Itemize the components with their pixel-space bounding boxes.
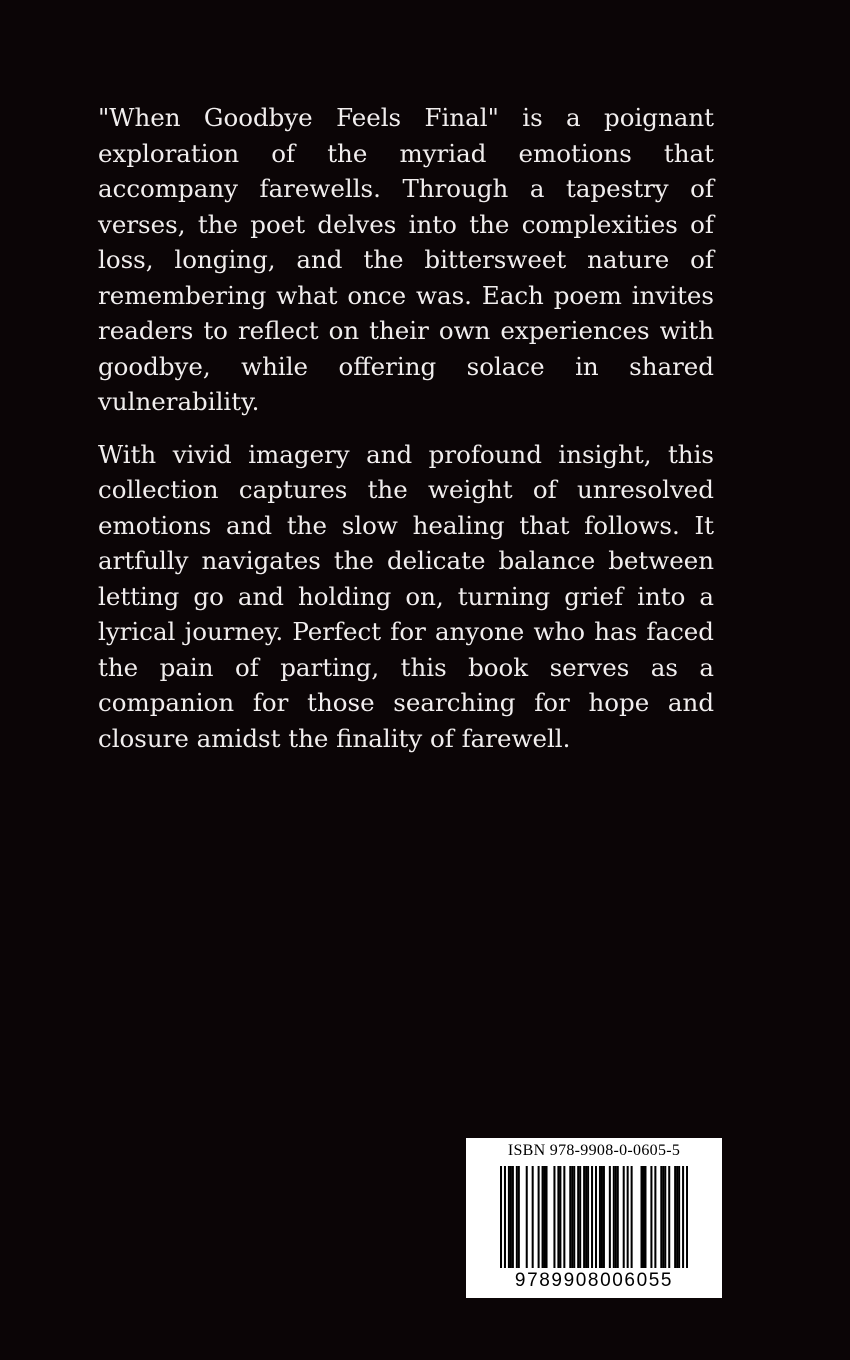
- barcode-bar: [579, 1166, 581, 1268]
- barcode-bar: [585, 1166, 587, 1268]
- barcode-bar: [544, 1166, 546, 1268]
- barcode-bar: [553, 1166, 555, 1268]
- barcode-bar: [662, 1166, 664, 1268]
- barcode-bar: [563, 1166, 565, 1268]
- barcode-bar: [609, 1166, 611, 1268]
- blurb-paragraph-1: "When Goodbye Feels Final" is a poignant exploration of the myriad emotions that accompany farewells. Through a tapestry of verses, the poet delves into the complexities of loss, longing, and the bittersweet nature of remembering what once was. Each poem invites readers to reflect on their own experiences with goodbye, while offering solace in shared vulnerability.: [98, 103, 714, 416]
- barcode-bar: [559, 1166, 561, 1268]
- isbn-label: ISBN 978-9908-0-0605-5: [507, 1142, 681, 1159]
- barcode-bar: [617, 1166, 619, 1268]
- barcode-bar: [508, 1166, 510, 1268]
- back-cover-blurb: [98, 100, 714, 773]
- barcode-bar: [591, 1166, 593, 1268]
- barcode-bar: [577, 1166, 579, 1268]
- isbn-barcode-box: [466, 1138, 722, 1298]
- barcode-bar: [569, 1166, 571, 1268]
- barcode-bar: [518, 1166, 520, 1268]
- barcode-bar: [573, 1166, 575, 1268]
- barcode-bar: [654, 1166, 656, 1268]
- barcode-bar: [613, 1166, 615, 1268]
- barcode-digits: 9789908006055: [514, 1270, 674, 1291]
- barcode-bars: [500, 1166, 688, 1268]
- barcode-bar: [668, 1166, 670, 1268]
- barcode-bar: [686, 1166, 688, 1268]
- barcode-bar: [676, 1166, 678, 1268]
- barcode-bar: [664, 1166, 666, 1268]
- barcode-bar: [510, 1166, 512, 1268]
- barcode-bar: [678, 1166, 680, 1268]
- barcode-bar: [627, 1166, 629, 1268]
- barcode-bar: [650, 1166, 652, 1268]
- barcode-bar: [595, 1166, 597, 1268]
- barcode-bar: [500, 1166, 502, 1268]
- barcode-bar: [660, 1166, 662, 1268]
- barcode-bar: [587, 1166, 589, 1268]
- barcode-bar: [641, 1166, 643, 1268]
- barcode-bar: [504, 1166, 506, 1268]
- barcode-bar: [546, 1166, 548, 1268]
- barcode-bar: [599, 1166, 601, 1268]
- barcode-bar: [583, 1166, 585, 1268]
- barcode-bar: [642, 1166, 644, 1268]
- barcode-graphic: [500, 1166, 688, 1268]
- blurb-paragraph-2: With vivid imagery and profound insight, this collection captures the weight of unresolved emotions and the slow healing that follows. It artfully navigates the delicate balance between letting go and holding on, turning grief into a lyrical journey. Perfect for anyone who has faced the pain of parting, this book serves as a companion for those searching for hope and closure amidst the finality of farewell.: [98, 439, 714, 753]
- barcode-bar: [526, 1166, 528, 1268]
- barcode-bar: [532, 1166, 534, 1268]
- barcode-bar: [542, 1166, 544, 1268]
- barcode-bar: [615, 1166, 617, 1268]
- barcode-bar: [623, 1166, 625, 1268]
- barcode-bar: [538, 1166, 540, 1268]
- barcode-bar: [512, 1166, 514, 1268]
- barcode-bar: [516, 1166, 518, 1268]
- barcode-bar: [601, 1166, 603, 1268]
- barcode-bar: [682, 1166, 684, 1268]
- barcode-bar: [644, 1166, 646, 1268]
- barcode-bar: [571, 1166, 573, 1268]
- barcode-bar: [674, 1166, 676, 1268]
- barcode-bar: [631, 1166, 633, 1268]
- barcode-bar: [603, 1166, 605, 1268]
- barcode-bar: [557, 1166, 559, 1268]
